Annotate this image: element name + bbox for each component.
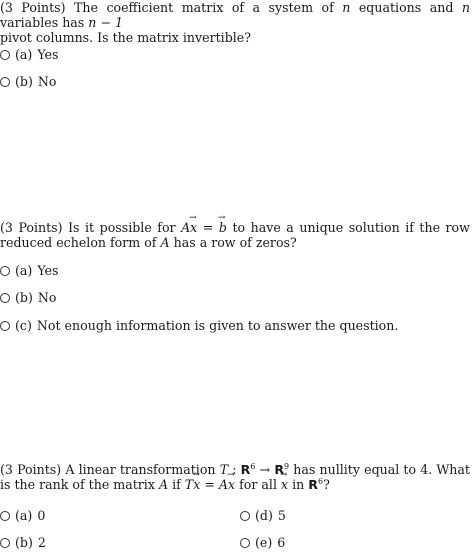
q2-option-a[interactable]: (a) Yes — [0, 263, 58, 278]
question-2 — [0, 220, 470, 250]
question-3-prompt: (3 Points) A linear transformation T : $R^6 \to R^9$ has nullity equal to 4. What is the rank of the matrix A if T→ x = A→ x for all → x in $R^6$? — [0, 462, 470, 492]
radio-button[interactable] — [0, 266, 10, 276]
q3-option-b[interactable]: (b) 2 — [0, 535, 46, 550]
radio-button[interactable] — [0, 538, 10, 548]
question-1-prompt: (3 Points) The coefficient matrix of a system of n equations and n variables has n − 1 pivot columns. Is the matrix invertible? — [0, 0, 470, 45]
question-3 — [0, 462, 470, 492]
radio-button[interactable] — [0, 511, 10, 521]
q1-option-b[interactable]: (b) No — [0, 74, 57, 89]
radio-button[interactable] — [0, 293, 10, 303]
radio-button[interactable] — [0, 50, 10, 60]
radio-button[interactable] — [0, 77, 10, 87]
q3-option-d[interactable]: (d) 5 — [240, 508, 286, 523]
q1-option-a[interactable]: (a) Yes — [0, 47, 58, 62]
radio-button[interactable] — [0, 321, 10, 331]
q2-option-b[interactable]: (b) No — [0, 290, 57, 305]
q3-option-e[interactable]: (e) 6 — [240, 535, 285, 550]
radio-button[interactable] — [240, 538, 250, 548]
question-2-prompt: (3 Points) Is it possible for A→ x = → b to have a unique solution if the row reduced echelon form of A has a row of zeros? — [0, 220, 470, 250]
radio-button[interactable] — [240, 511, 250, 521]
q2-option-c[interactable]: (c) Not enough information is given to answer the question. — [0, 318, 398, 333]
q3-option-a[interactable]: (a) 0 — [0, 508, 45, 523]
question-1 — [0, 0, 470, 45]
